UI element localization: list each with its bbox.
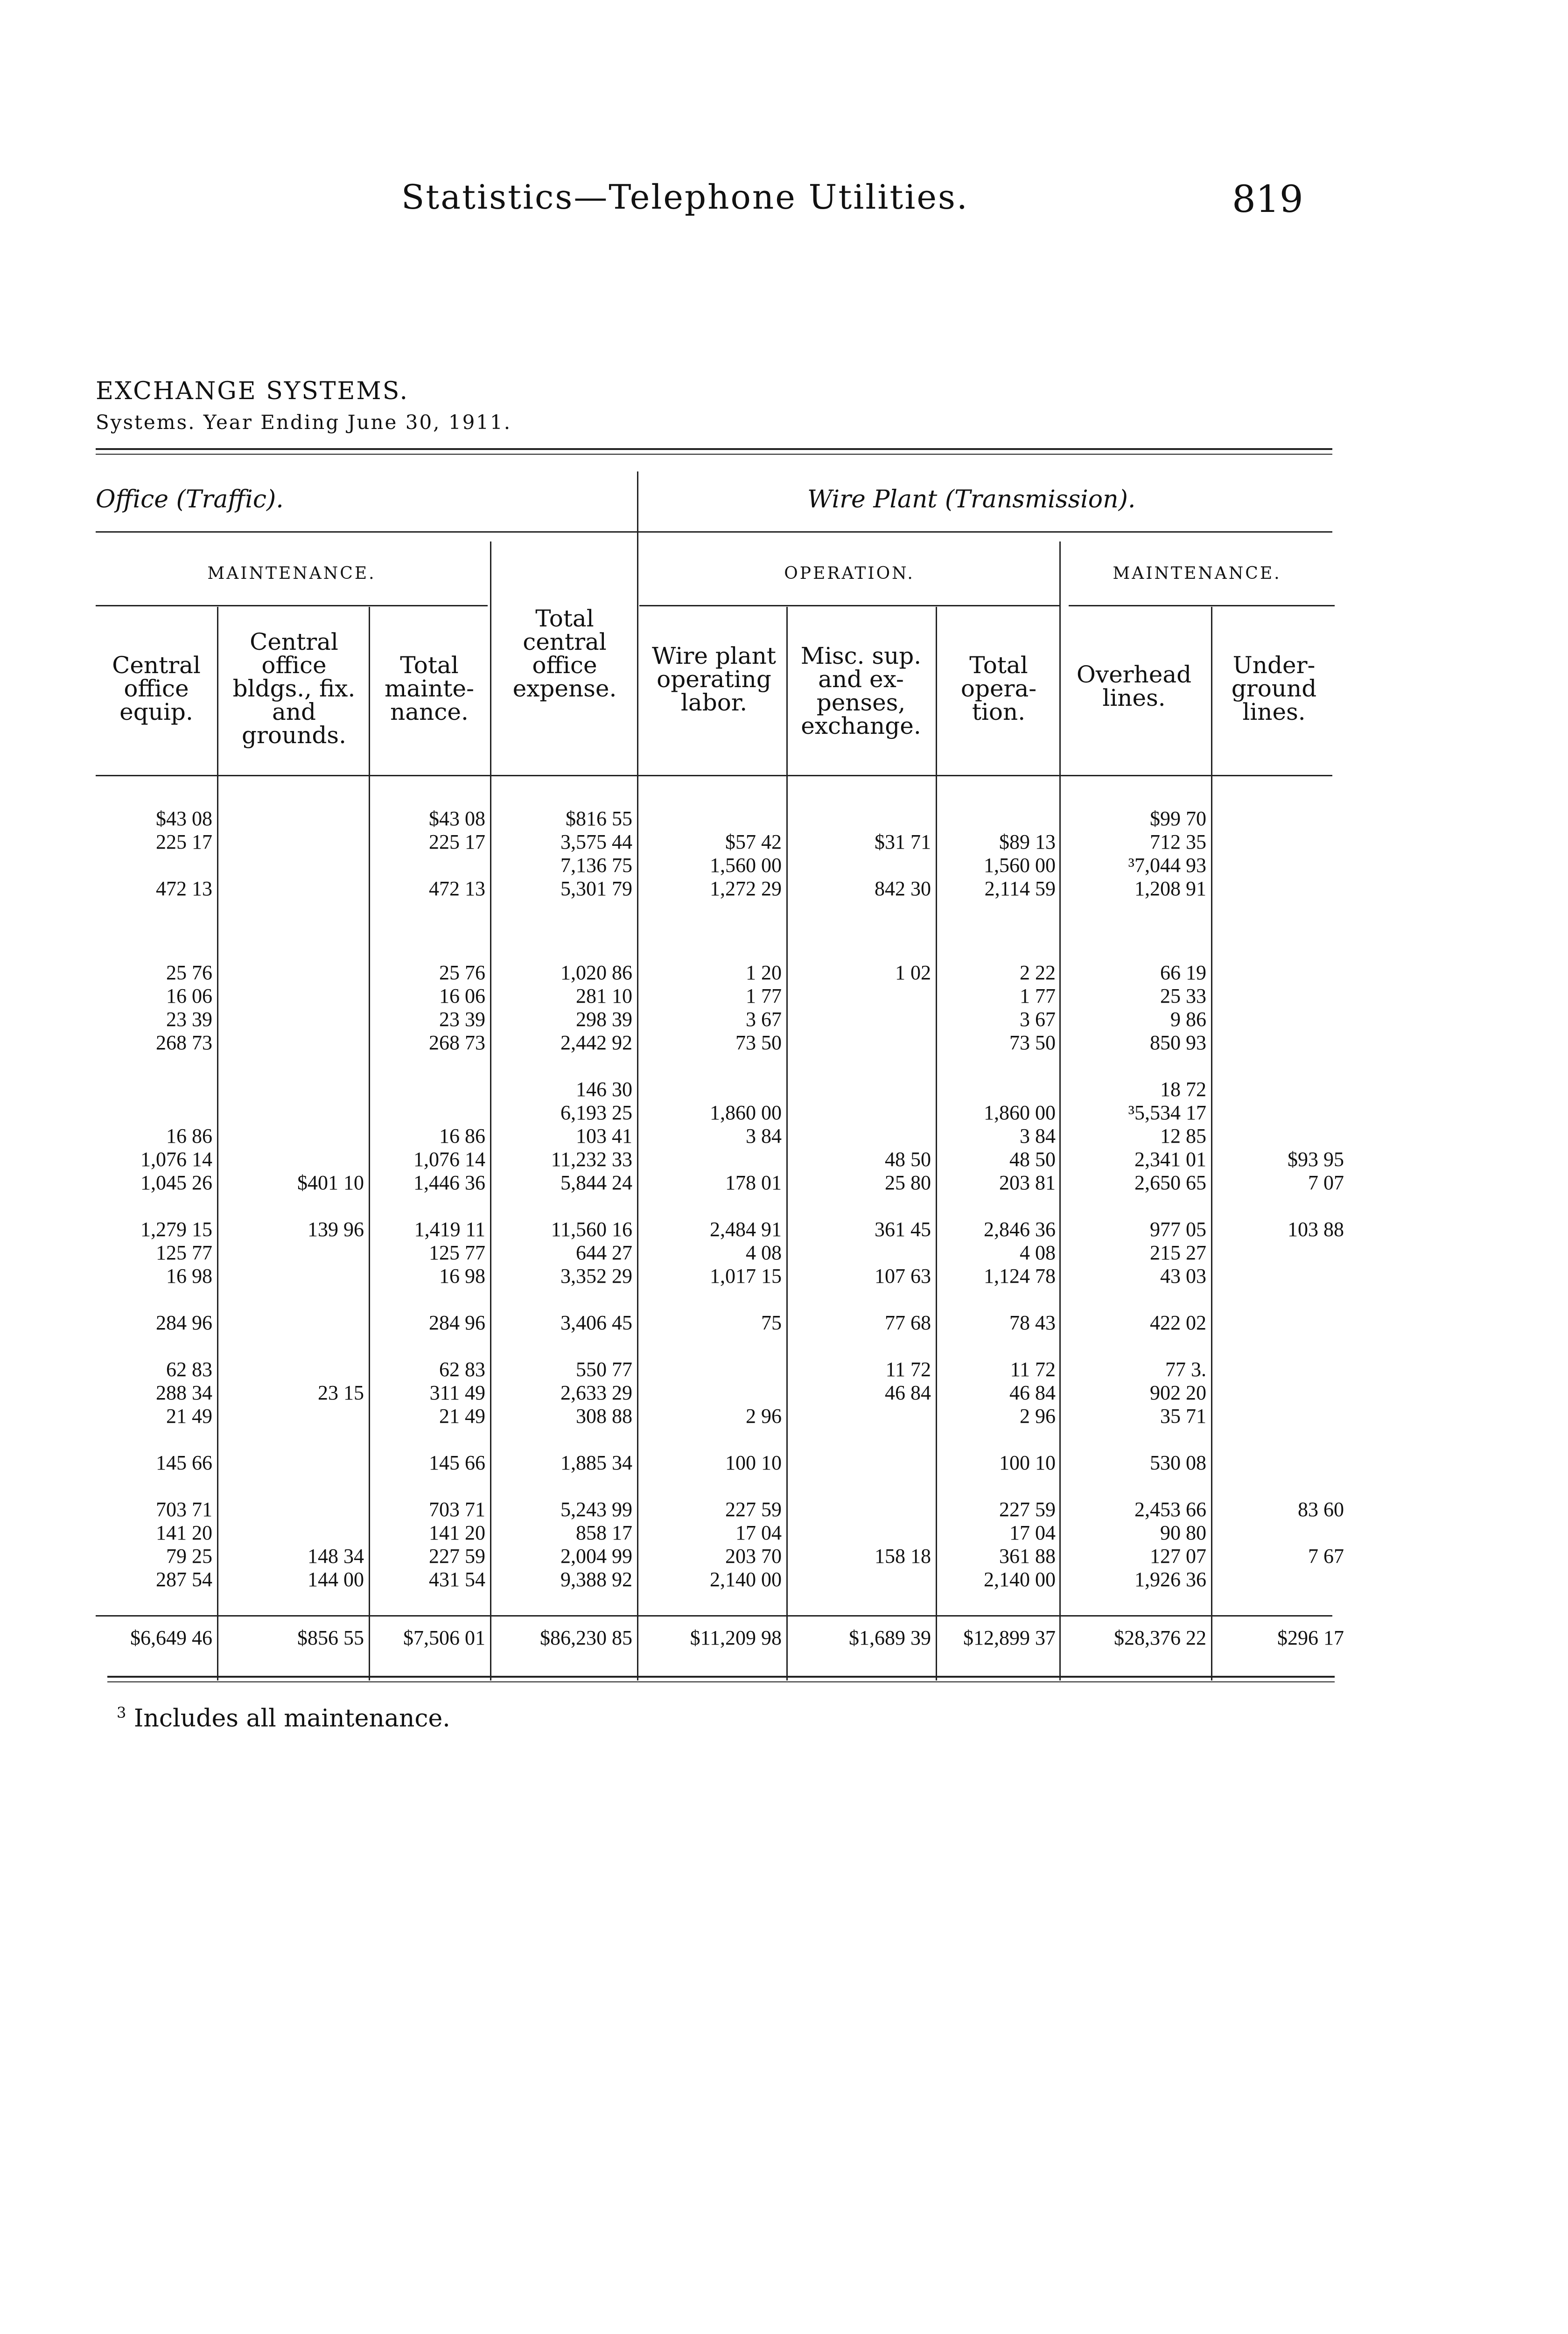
table-cell: 203 70 bbox=[725, 1545, 782, 1568]
table-cell: 1,020 86 bbox=[560, 961, 632, 984]
table-cell-empty bbox=[222, 1125, 364, 1147]
table-cell: 7 67 bbox=[1308, 1545, 1344, 1568]
table-cell: $31 71 bbox=[875, 830, 931, 853]
total-cell: $1,689 39 bbox=[849, 1626, 931, 1649]
table-cell: 2 96 bbox=[1020, 1405, 1056, 1427]
group-rule-right bbox=[1069, 605, 1335, 606]
table-cell: 288 34 bbox=[156, 1381, 212, 1404]
table-cell: 361 45 bbox=[875, 1218, 931, 1241]
column-divider bbox=[637, 471, 638, 1680]
table-cell: 2 96 bbox=[746, 1405, 782, 1427]
table-cell: 17 04 bbox=[735, 1521, 782, 1544]
table-cell: 77 3. bbox=[1165, 1358, 1206, 1381]
table-cell: 9 86 bbox=[1170, 1008, 1206, 1031]
table-cell: 77 68 bbox=[885, 1311, 931, 1334]
table-cell-empty bbox=[222, 1102, 364, 1124]
table-cell: 977 05 bbox=[1150, 1218, 1206, 1241]
table-cell-empty bbox=[642, 1358, 782, 1381]
table-cell: 16 98 bbox=[166, 1265, 212, 1287]
table-cell: 268 73 bbox=[429, 1031, 485, 1054]
table-cell: 215 27 bbox=[1150, 1241, 1206, 1264]
table-cell-empty bbox=[98, 1102, 212, 1124]
table-cell: 6,193 25 bbox=[560, 1101, 632, 1124]
table-cell: $93 95 bbox=[1288, 1148, 1344, 1171]
column-divider bbox=[490, 541, 491, 1680]
table-cell-empty bbox=[222, 1265, 364, 1287]
table-cell: 48 50 bbox=[1009, 1148, 1056, 1171]
table-cell: 858 17 bbox=[576, 1521, 632, 1544]
table-cell: 1,076 14 bbox=[140, 1148, 212, 1171]
total-cell: $7,506 01 bbox=[403, 1626, 485, 1649]
table-cell: 902 20 bbox=[1150, 1381, 1206, 1404]
column-header-central-office-equip: Central office equip. bbox=[112, 652, 201, 725]
table-cell: 644 27 bbox=[576, 1241, 632, 1264]
table-cell: 62 83 bbox=[439, 1358, 485, 1381]
table-cell-empty bbox=[495, 906, 632, 928]
table-cell-empty bbox=[1216, 1032, 1344, 1054]
table-cell: 11,560 16 bbox=[551, 1218, 632, 1241]
table-cell: 103 41 bbox=[576, 1125, 632, 1147]
table-cell: 1,860 00 bbox=[984, 1101, 1056, 1124]
table-cell-empty bbox=[1216, 808, 1344, 830]
table-cell: 2,453 66 bbox=[1134, 1498, 1206, 1521]
table-cell: 4 08 bbox=[746, 1241, 782, 1264]
table-cell: 268 73 bbox=[156, 1031, 212, 1054]
table-cell: 23 15 bbox=[318, 1381, 364, 1404]
table-cell-empty bbox=[1216, 1452, 1344, 1474]
table-cell: 25 80 bbox=[885, 1171, 931, 1194]
table-cell: 23 39 bbox=[439, 1008, 485, 1031]
table-cell: 530 08 bbox=[1150, 1451, 1206, 1474]
table-cell: 43 03 bbox=[1160, 1265, 1206, 1287]
table-cell-empty bbox=[222, 1405, 364, 1427]
table-cell-empty bbox=[373, 1102, 485, 1124]
table-cell: 141 20 bbox=[156, 1521, 212, 1544]
table-cell: $99 70 bbox=[1150, 807, 1206, 830]
table-cell-empty bbox=[791, 854, 931, 877]
table-cell-empty bbox=[222, 831, 364, 853]
table-cell-empty bbox=[1216, 1405, 1344, 1427]
total-cell: $6,649 46 bbox=[130, 1626, 212, 1649]
table-cell: 83 60 bbox=[1298, 1498, 1344, 1521]
table-cell-empty bbox=[791, 1032, 931, 1054]
table-cell: 16 86 bbox=[439, 1125, 485, 1147]
table-cell-empty bbox=[1216, 1102, 1344, 1124]
table-cell-empty bbox=[1216, 1522, 1344, 1544]
table-cell-empty bbox=[98, 1078, 212, 1101]
bottom-rule bbox=[107, 1676, 1335, 1678]
table-cell-empty bbox=[791, 985, 931, 1007]
table-cell: 2,442 92 bbox=[560, 1031, 632, 1054]
table-cell-empty bbox=[1216, 1568, 1344, 1591]
table-cell: 11,232 33 bbox=[551, 1148, 632, 1171]
table-cell: 145 66 bbox=[156, 1451, 212, 1474]
table-cell: 100 10 bbox=[725, 1451, 782, 1474]
table-cell: 3,575 44 bbox=[560, 830, 632, 853]
table-cell: 23 39 bbox=[166, 1008, 212, 1031]
totals-rule bbox=[96, 1615, 1332, 1617]
table-cell: 298 39 bbox=[576, 1008, 632, 1031]
table-cell-empty bbox=[222, 1078, 364, 1101]
table-cell: ³5,534 17 bbox=[1128, 1101, 1206, 1124]
table-cell-empty bbox=[1064, 906, 1206, 928]
table-cell-empty bbox=[1216, 1358, 1344, 1381]
column-header-central-office-bldgs: Central office bldgs., fix. and grounds. bbox=[232, 628, 356, 749]
table-cell-empty bbox=[373, 1078, 485, 1101]
table-cell-empty bbox=[1216, 854, 1344, 877]
table-cell: 48 50 bbox=[885, 1148, 931, 1171]
table-cell: 11 72 bbox=[1010, 1358, 1056, 1381]
table-cell: 16 06 bbox=[439, 984, 485, 1007]
table-cell: 1,017 15 bbox=[710, 1265, 782, 1287]
page-title: Statistics—Telephone Utilities. bbox=[401, 177, 969, 217]
table-cell-empty bbox=[98, 906, 212, 928]
table-cell: 62 83 bbox=[166, 1358, 212, 1381]
table-cell: 227 59 bbox=[429, 1545, 485, 1568]
table-cell-empty bbox=[222, 1522, 364, 1544]
table-cell: 2,004 99 bbox=[560, 1545, 632, 1568]
table-cell-empty bbox=[1216, 1312, 1344, 1334]
table-cell: $43 08 bbox=[429, 807, 485, 830]
table-cell: $816 55 bbox=[566, 807, 632, 830]
table-cell: 1,076 14 bbox=[413, 1148, 485, 1171]
table-cell: 2,114 59 bbox=[984, 877, 1056, 900]
table-cell-empty bbox=[642, 906, 782, 928]
table-cell: 73 50 bbox=[1009, 1031, 1056, 1054]
group-maintenance-left: MAINTENANCE. bbox=[207, 564, 376, 583]
column-divider bbox=[369, 607, 370, 1680]
table-cell: 1 02 bbox=[895, 961, 931, 984]
table-cell: $401 10 bbox=[297, 1171, 364, 1194]
group-rule-left bbox=[96, 605, 488, 606]
table-cell-empty bbox=[222, 962, 364, 984]
column-header-misc-sup-expenses: Misc. sup. and ex- penses, exchange. bbox=[800, 642, 922, 739]
table-cell-empty bbox=[1216, 831, 1344, 853]
table-cell-empty bbox=[642, 1148, 782, 1171]
column-header-total-central-office-expense: Total central office expense. bbox=[512, 605, 617, 702]
table-cell: 125 77 bbox=[429, 1241, 485, 1264]
table-cell-empty bbox=[373, 854, 485, 877]
header-bottom-rule bbox=[96, 775, 1332, 776]
table-cell: 472 13 bbox=[429, 877, 485, 900]
table-cell: 46 84 bbox=[885, 1381, 931, 1404]
table-cell: 1 20 bbox=[746, 961, 782, 984]
bottom-rule-2 bbox=[107, 1681, 1335, 1682]
table-cell: 3,406 45 bbox=[560, 1311, 632, 1334]
table-cell-empty bbox=[791, 1452, 931, 1474]
table-cell: 1 77 bbox=[746, 984, 782, 1007]
table-cell: 281 10 bbox=[576, 984, 632, 1007]
table-cell: 2,140 00 bbox=[984, 1568, 1056, 1591]
table-cell: 145 66 bbox=[429, 1451, 485, 1474]
table-cell: 472 13 bbox=[156, 877, 212, 900]
table-cell: 78 43 bbox=[1009, 1311, 1056, 1334]
table-cell: 3 84 bbox=[746, 1125, 782, 1147]
table-cell: 18 72 bbox=[1160, 1078, 1206, 1101]
table-cell-empty bbox=[791, 1242, 931, 1264]
table-cell: $89 13 bbox=[999, 830, 1056, 853]
table-cell-empty bbox=[1216, 1382, 1344, 1404]
table-cell: 284 96 bbox=[429, 1311, 485, 1334]
group-rule-operation bbox=[639, 605, 1059, 606]
table-cell: 422 02 bbox=[1150, 1311, 1206, 1334]
table-cell-empty bbox=[222, 1032, 364, 1054]
table-cell: 203 81 bbox=[999, 1171, 1056, 1194]
table-cell: 1,045 26 bbox=[140, 1171, 212, 1194]
table-cell: 144 00 bbox=[308, 1568, 364, 1591]
table-cell-empty bbox=[642, 808, 782, 830]
table-cell-empty bbox=[791, 1008, 931, 1031]
total-cell: $86,230 85 bbox=[540, 1626, 632, 1649]
table-cell: 125 77 bbox=[156, 1241, 212, 1264]
table-cell: 227 59 bbox=[725, 1498, 782, 1521]
table-cell-empty bbox=[1216, 1265, 1344, 1287]
column-divider bbox=[1211, 607, 1212, 1680]
table-cell: 2,650 65 bbox=[1134, 1171, 1206, 1194]
top-rule bbox=[96, 448, 1332, 450]
table-cell: 16 86 bbox=[166, 1125, 212, 1147]
table-cell-empty bbox=[1216, 906, 1344, 928]
table-cell: 25 76 bbox=[439, 961, 485, 984]
table-cell: 141 20 bbox=[429, 1521, 485, 1544]
section-office-traffic: Office (Traffic). bbox=[96, 485, 284, 513]
table-cell: 227 59 bbox=[999, 1498, 1056, 1521]
table-cell: 284 96 bbox=[156, 1311, 212, 1334]
table-cell: $43 08 bbox=[156, 807, 212, 830]
table-cell: 1,124 78 bbox=[984, 1265, 1056, 1287]
table-cell: 1,419 11 bbox=[414, 1218, 485, 1241]
table-cell-empty bbox=[222, 1008, 364, 1031]
column-header-total-operation: Total opera- tion. bbox=[960, 652, 1037, 725]
table-cell-empty bbox=[222, 1148, 364, 1171]
table-cell: 75 bbox=[761, 1311, 782, 1334]
table-cell: 2 22 bbox=[1020, 961, 1056, 984]
table-cell-empty bbox=[1216, 1125, 1344, 1147]
table-cell: 703 71 bbox=[429, 1498, 485, 1521]
table-cell-empty bbox=[1216, 1008, 1344, 1031]
total-cell: $28,376 22 bbox=[1114, 1626, 1206, 1649]
table-cell: 66 19 bbox=[1160, 961, 1206, 984]
table-cell: ³7,044 93 bbox=[1128, 854, 1206, 877]
table-cell-empty bbox=[791, 1102, 931, 1124]
table-cell-empty bbox=[222, 1452, 364, 1474]
table-cell: 2,846 36 bbox=[984, 1218, 1056, 1241]
table-cell: 90 80 bbox=[1160, 1521, 1206, 1544]
table-cell-empty bbox=[791, 1498, 931, 1521]
table-cell-empty bbox=[373, 906, 485, 928]
table-cell: 311 49 bbox=[429, 1381, 485, 1404]
table-cell: 100 10 bbox=[999, 1451, 1056, 1474]
systems-year-heading: Systems. Year Ending June 30, 1911. bbox=[96, 411, 512, 434]
table-cell: 146 30 bbox=[576, 1078, 632, 1101]
table-cell: 842 30 bbox=[875, 877, 931, 900]
table-cell: 850 93 bbox=[1150, 1031, 1206, 1054]
table-cell: 16 98 bbox=[439, 1265, 485, 1287]
table-cell: 225 17 bbox=[156, 830, 212, 853]
table-cell: 107 63 bbox=[875, 1265, 931, 1287]
table-cell: 158 18 bbox=[875, 1545, 931, 1568]
table-cell: 5,243 99 bbox=[560, 1498, 632, 1521]
table-cell: 21 49 bbox=[166, 1405, 212, 1427]
table-cell: 35 71 bbox=[1160, 1405, 1206, 1427]
table-cell: 127 07 bbox=[1150, 1545, 1206, 1568]
table-cell-empty bbox=[642, 1382, 782, 1404]
table-cell-empty bbox=[222, 1242, 364, 1264]
table-cell-empty bbox=[940, 808, 1056, 830]
table-cell-empty bbox=[222, 985, 364, 1007]
table-cell: 1,860 00 bbox=[710, 1101, 782, 1124]
table-cell-empty bbox=[940, 1078, 1056, 1101]
table-cell: 9,388 92 bbox=[560, 1568, 632, 1591]
table-cell: 11 72 bbox=[885, 1358, 931, 1381]
table-cell-empty bbox=[791, 1078, 931, 1101]
table-cell-empty bbox=[791, 906, 931, 928]
footnote-mark: 3 bbox=[117, 1704, 126, 1722]
table-cell: 73 50 bbox=[735, 1031, 782, 1054]
table-cell-empty bbox=[791, 1568, 931, 1591]
table-cell: 361 88 bbox=[999, 1545, 1056, 1568]
table-cell: 21 49 bbox=[439, 1405, 485, 1427]
table-cell: 4 08 bbox=[1020, 1241, 1056, 1264]
table-cell-empty bbox=[222, 906, 364, 928]
table-cell: 79 25 bbox=[166, 1545, 212, 1568]
column-header-total-maintenance: Total mainte- nance. bbox=[385, 652, 474, 725]
table-cell: 1,926 36 bbox=[1134, 1568, 1206, 1591]
table-cell: 2,633 29 bbox=[560, 1381, 632, 1404]
table-cell: 308 88 bbox=[576, 1405, 632, 1427]
table-cell: 431 54 bbox=[429, 1568, 485, 1591]
table-cell-empty bbox=[642, 1078, 782, 1101]
table-cell-empty bbox=[1216, 1078, 1344, 1101]
table-cell: 1,279 15 bbox=[140, 1218, 212, 1241]
table-cell-empty bbox=[940, 906, 1056, 928]
table-cell: 712 35 bbox=[1150, 830, 1206, 853]
table-cell: 148 34 bbox=[308, 1545, 364, 1568]
footnote-text: Includes all maintenance. bbox=[133, 1704, 450, 1733]
table-cell-empty bbox=[222, 1312, 364, 1334]
column-divider bbox=[217, 607, 218, 1680]
table-cell-empty bbox=[791, 1522, 931, 1544]
table-cell: 178 01 bbox=[725, 1171, 782, 1194]
section-rule bbox=[96, 531, 1332, 533]
table-cell-empty bbox=[1216, 1242, 1344, 1264]
table-cell: 2,484 91 bbox=[710, 1218, 782, 1241]
table-cell: 1,208 91 bbox=[1134, 877, 1206, 900]
table-cell: $57 42 bbox=[725, 830, 782, 853]
table-cell: 3 84 bbox=[1020, 1125, 1056, 1147]
table-cell: 1,446 36 bbox=[413, 1171, 485, 1194]
table-cell: 225 17 bbox=[429, 830, 485, 853]
table-cell-empty bbox=[1216, 962, 1344, 984]
table-cell: 3 67 bbox=[746, 1008, 782, 1031]
table-cell: 17 04 bbox=[1009, 1521, 1056, 1544]
table-cell: 550 77 bbox=[576, 1358, 632, 1381]
table-cell-empty bbox=[791, 1405, 931, 1427]
table-cell: 2,341 01 bbox=[1134, 1148, 1206, 1171]
exchange-systems-heading: EXCHANGE SYSTEMS. bbox=[96, 377, 409, 405]
total-cell: $856 55 bbox=[297, 1626, 364, 1649]
column-header-wire-plant-operating-labor: Wire plant operating labor. bbox=[652, 642, 776, 716]
table-cell: 25 33 bbox=[1160, 984, 1206, 1007]
total-cell: $296 17 bbox=[1277, 1626, 1344, 1649]
table-cell-empty bbox=[791, 808, 931, 830]
table-cell: 703 71 bbox=[156, 1498, 212, 1521]
table-cell-empty bbox=[791, 1125, 931, 1147]
table-cell-empty bbox=[222, 878, 364, 900]
total-cell: $11,209 98 bbox=[690, 1626, 782, 1649]
table-cell: 1,885 34 bbox=[560, 1451, 632, 1474]
table-cell: 5,844 24 bbox=[560, 1171, 632, 1194]
table-cell: 25 76 bbox=[166, 961, 212, 984]
page-number: 819 bbox=[1232, 177, 1303, 221]
column-divider bbox=[936, 607, 937, 1680]
column-divider bbox=[786, 607, 788, 1680]
table-cell: 3,352 29 bbox=[560, 1265, 632, 1287]
group-maintenance-right: MAINTENANCE. bbox=[1113, 564, 1281, 583]
column-divider bbox=[1059, 541, 1061, 1680]
table-cell: 2,140 00 bbox=[710, 1568, 782, 1591]
table-cell-empty bbox=[1216, 878, 1344, 900]
table-cell-empty bbox=[1216, 985, 1344, 1007]
column-header-underground-lines: Under- ground lines. bbox=[1231, 652, 1317, 725]
table-cell: 5,301 79 bbox=[560, 877, 632, 900]
table-cell: 1,272 29 bbox=[710, 877, 782, 900]
column-header-overhead-lines: Overhead lines. bbox=[1076, 661, 1192, 711]
top-rule-2 bbox=[96, 454, 1332, 455]
footnote bbox=[117, 1704, 450, 1732]
table-cell: 3 67 bbox=[1020, 1008, 1056, 1031]
group-operation: OPERATION. bbox=[784, 564, 915, 583]
table-cell-empty bbox=[222, 1498, 364, 1521]
table-cell: 12 85 bbox=[1160, 1125, 1206, 1147]
table-cell: 16 06 bbox=[166, 984, 212, 1007]
table-cell: 1,560 00 bbox=[710, 854, 782, 877]
table-cell: 7 07 bbox=[1308, 1171, 1344, 1194]
table-cell-empty bbox=[222, 1358, 364, 1381]
table-cell-empty bbox=[222, 854, 364, 877]
total-cell: $12,899 37 bbox=[963, 1626, 1056, 1649]
table-cell-empty bbox=[222, 808, 364, 830]
section-wire-plant: Wire Plant (Transmission). bbox=[807, 485, 1136, 513]
table-cell: 1 77 bbox=[1020, 984, 1056, 1007]
table-cell: 1,560 00 bbox=[984, 854, 1056, 877]
table-cell: 7,136 75 bbox=[560, 854, 632, 877]
table-cell: 46 84 bbox=[1009, 1381, 1056, 1404]
table-cell: 287 54 bbox=[156, 1568, 212, 1591]
table-cell: 139 96 bbox=[308, 1218, 364, 1241]
table-cell-empty bbox=[98, 854, 212, 877]
table-cell: 103 88 bbox=[1288, 1218, 1344, 1241]
